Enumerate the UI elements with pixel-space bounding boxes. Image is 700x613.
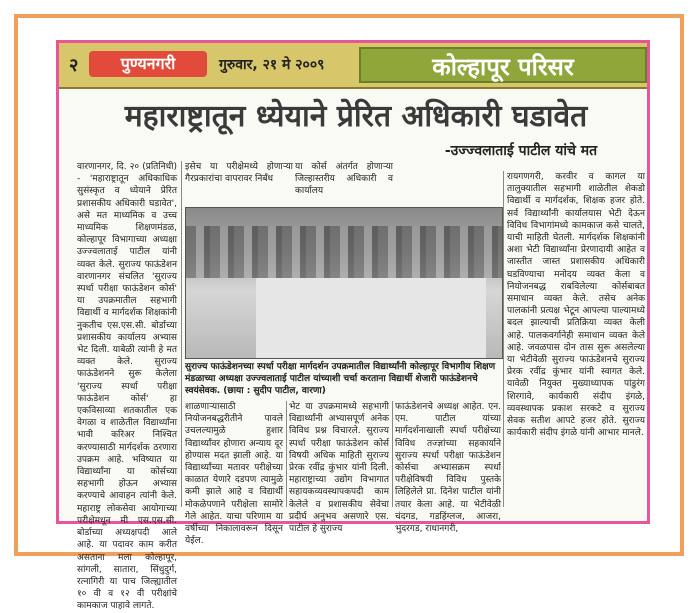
column-rule: [392, 401, 393, 507]
article-column-3-top: [295, 161, 393, 201]
masthead: [59, 43, 647, 89]
column-text: भेट या उपक्रमामध्ये सहभागी विद्यार्थ्यांनी अभ्यासपूर्ण अनेक विविध प्रश्न विचारले. सुराज्य स्पर्धा परीक्षा फाऊंडेशन कोर्स विषयी अधिक माहिती सुराज्य प्रेरक रवींद्र कुंभार यांनी दिली. महाराष्ट्राच्या उद्योग विभागात सहायकव्यवस्थापकपदी काम केलेले व प्रशासकीय सेवेचा प्रदीर्घ अनुभव असणारे एस. पाटील हे सुराज्य: [289, 402, 389, 535]
dateline: गुरुवार, २१ मे २००९: [219, 57, 325, 73]
photo-table: [256, 278, 486, 358]
caption-text: सुराज्य फाऊंडेशनच्या स्पर्धा परीक्षा मार्गदर्शन उपक्रमातील विद्यार्थ्यांनी कोल्हापूर विभागीय शिक्षण मंडळाच्या अध्यक्षा उज्ज्वलाताई पाटील यांच्याशी चर्चा करताना विद्यार्थी शेजारी फाऊंडेशनचे स्वयंसेवक.: [185, 362, 496, 396]
article-column-1: [77, 161, 177, 612]
article-column-7: [395, 401, 501, 535]
article-column-4: [507, 171, 645, 507]
article-column-6: [289, 401, 389, 535]
newspaper-logo: पुण्यनगरी: [89, 51, 207, 77]
column-text: शाळणाऱ्यासाठी नियोजनबद्धरीतीने पावले उचलल्यामुळे हुशार विद्यार्थ्यांवर होणारा अन्याय दूर होण्यास मदत झाली आहे. या विद्यार्थ्यांच्या मतावर परीक्षेच्या काळात येणारे दडपण त्यामुळे कमी झाले आहे व विद्यार्थी मोकळेपणाने परीक्षेला सामोरे गेले आहेत. याचा परिणाम या वर्षीच्या निकालावरून दिसून येईल.: [185, 402, 283, 547]
headline: महाराष्ट्रातून ध्येयाने प्रेरित अधिकारी घडावेत: [124, 99, 588, 134]
article-column-5: [185, 401, 283, 547]
photo-crowd: [186, 226, 502, 278]
column-rule: [181, 161, 182, 507]
column-rule: [286, 401, 287, 507]
page-number: २: [69, 55, 79, 76]
column-rule: [503, 171, 504, 507]
column-text: या कोर्स अंतर्गत होणाऱ्या जिल्हास्तरीय अधिकारी व कार्यालय: [295, 162, 393, 197]
column-text: वारणानगर, दि. २० (प्रतिनिधी) - 'महाराष्ट्रातून अधिकाधिक सुसंस्कृत व ध्येयाने प्रेरित प्रशासकीय अधिकारी घडावेत', असे मत माध्यमिक व उच्च माध्यमिक शिक्षणमंडळ, कोल्हापूर विभागाच्या अध्यक्षा उज्ज्वलाताई पाटील यांनी व्यक्त केले. सुराज्य फाऊंडेशन वारणानगर संचलित 'सुराज्य स्पर्धा परीक्षा फाऊंडेशन कोर्स' या उपक्रमातील सहभागी विद्यार्थी व मार्गदर्शक शिक्षकांनी नुकतीच एस.एस.सी. बोर्डाच्या प्रशासकीय कार्यालय अभ्यास भेट दिली. याबेळी त्यांनी हे मत व्यक्त केले. सुराज्य फाऊंडेशनने सुरू केलेला 'सुराज्य स्पर्धा परीक्षा फाऊंडेशन कोर्स' हा एकविसाव्या शतकातील एक वेगळा व शाळेतील विद्यार्थ्यांना भावी करिअर निश्चित करण्यासाठी मार्गदर्शक ठरणारा उपक्रम आहे. भविष्यात या विद्यार्थ्यांना या कोर्सच्या सहभागी होऊन अभ्यास करण्याचे आवाहन त्यांनी केले. महाराष्ट्र लोकसेवा आयोगाच्या परीक्षेमधून मी एस.एस.सी. बोर्डाच्या अध्यक्षपदी आले आहे. या पदावर काम करीत असताना मला कोल्हापूर, सांगली, सातारा, सिंधुदुर्ग, रत्नागिरी या पाच जिल्ह्यातील १० वी व १२ वी परीक्षांचे कामकाज पाहावे लागते.: [77, 162, 177, 612]
newspaper-clipping: [56, 40, 650, 612]
news-photo: [185, 207, 503, 359]
subheadline: -उज्ज्वलाताई पाटील यांचे मत: [444, 143, 598, 159]
section-banner: कोल्हापूर परिसर: [359, 47, 647, 83]
column-text: रायगणगरी, करवीर व कागल या तालुक्यातील सहभागी शाळेतील शेकडो विद्यार्थी व मार्गदर्शक, शिक्षक हजर होते. सर्व विद्यार्थ्यांनी कार्यालयास भेटी देऊन विविध विभागांमध्ये कामकाज कसे चालते, याची माहिती घेतली. मार्गदर्शक शिक्षकांनी अशा भेटी विद्यार्थ्यांना प्रेरणादायी आहेत व जास्तीत जास्त प्रशासकीय अधिकारी घडविण्याचा मनोदय व्यक्त केला व नियोजनबद्ध राबविलेल्या कोर्सबाबत समाधान व्यक्त केले. तसेच अनेक पालकांनी प्रत्यक्ष भेटून आपल्या पाल्यामध्ये बदल झाल्याची प्रतिक्रिया व्यक्त केली आहे. पालकवर्गानेही समाधान व्यक्त केले आहे. जवळपास दोन तास सुरू असलेल्या या भेटीवेळी सुराज्य फाऊंडेशनचे सुराज्य प्रेरक रवींद्र कुंभार यांनी स्वागत केले. यावेळी नियुक्त मुख्याध्यापक पांडुरंग शिरगावे, कार्यकारी संदीप इंगळे, व्यवस्थापक प्रकाश सरकटे व सुराज्य सेवक सतीश आपटे हजर होते. सुराज्य कार्यकारी संदीप इंगळे यांनी आभार मानले.: [507, 172, 645, 439]
photo-credit: (छाया : सुदीप पाटील, वारणा): [223, 386, 326, 396]
article-column-2-top: [185, 161, 293, 201]
column-text: इसेच या परीक्षेमध्ये होणाऱ्या गैरप्रकारांचा वापरावर निर्बंध: [185, 162, 293, 185]
photo-caption: [185, 361, 503, 397]
column-text: फाऊंडेशनचे अध्यक्ष आहेत. एन. एम. पाटील यांच्या मार्गदर्शनाखाली स्पर्धा परीक्षेच्या विविध तज्ज्ञांच्या सहकार्याने सुराज्य स्पर्धा परीक्षा फाऊंडेशन कोर्सचा अभ्यासक्रम स्पर्धा परीक्षेविषयी विविध पुस्तके लिहिलेले प्रा. दिनेश पाटील यांनी तयार केला आहे. या भेटीवेळी चंदगड, गडहिंग्लज, आजरा, भुदरगड, राधानगरी,: [395, 402, 501, 535]
